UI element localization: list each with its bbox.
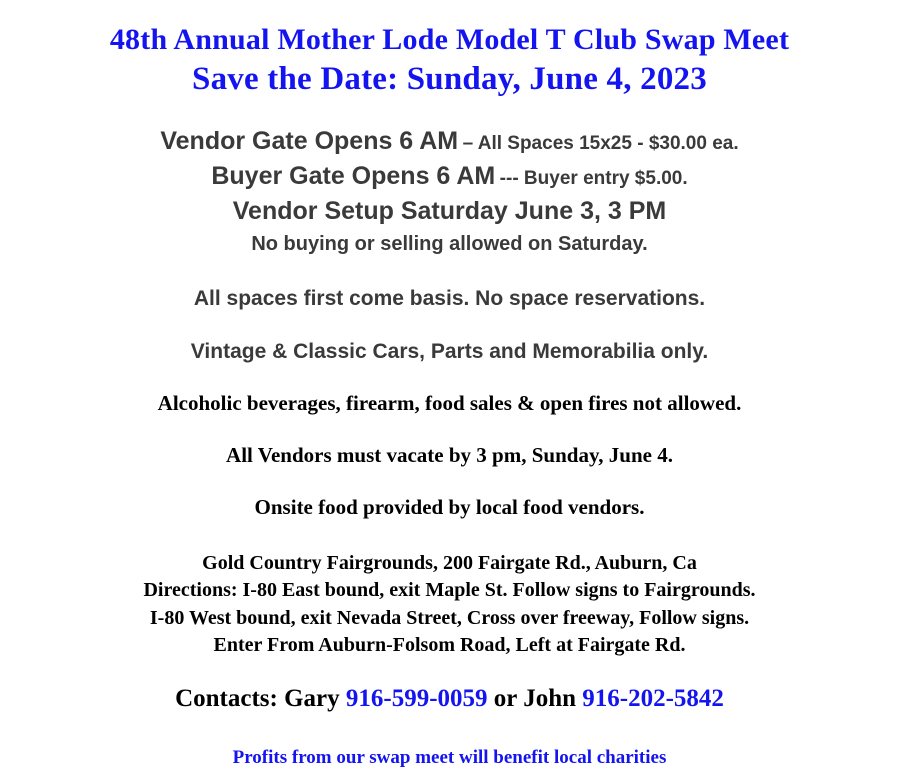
title-block <box>20 22 879 99</box>
directions-eastbound: Directions: I-80 East bound, exit Maple St. Follow signs to Fairgrounds. <box>143 579 756 602</box>
vendor-gate-label: Vendor Gate Opens 6 AM <box>160 126 459 155</box>
address-directions-block <box>20 550 879 659</box>
no-buying-note: No buying or selling allowed on Saturday. <box>251 232 648 255</box>
event-title: 48th Annual Mother Lode Model T Club Swap Meet <box>109 23 790 56</box>
rule-food: Onsite food provided by local food vendors. <box>254 494 645 519</box>
rule-spaces: All spaces first come basis. No space reservations. <box>193 286 706 310</box>
contact-phone-gary[interactable]: 916-599-0059 <box>345 684 488 712</box>
rule-items: Vintage & Classic Cars, Parts and Memorabilia only. <box>190 339 709 363</box>
buyer-gate-line <box>20 160 879 193</box>
contacts-prefix: Contacts: Gary <box>175 684 346 712</box>
contacts-line <box>20 685 879 713</box>
directions-westbound: I-80 West bound, exit Nevada Street, Cross over freeway, Follow signs. <box>149 606 750 629</box>
directions-entrance: Enter From Auburn-Folsom Road, Left at Fairgate Rd. <box>213 634 686 657</box>
event-date-headline: Save the Date: Sunday, June 4, 2023 <box>192 60 707 97</box>
contact-phone-john[interactable]: 916-202-5842 <box>582 684 724 712</box>
vendor-setup-line: Vendor Setup Saturday June 3, 3 PM <box>232 197 667 226</box>
contacts-middle: or John <box>487 684 583 712</box>
buyer-gate-detail: --- Buyer entry $5.00. <box>499 168 688 190</box>
rule-prohibited: Alcoholic beverages, firearm, food sales & open fires not allowed. <box>157 390 742 415</box>
venue-address: Gold Country Fairgrounds, 200 Fairgate Rd., Auburn, Ca <box>202 551 697 574</box>
rule-vacate: All Vendors must vacate by 3 pm, Sunday, June 4. <box>226 442 673 467</box>
charity-note: Profits from our swap meet will benefit local charities <box>232 746 667 768</box>
vendor-gate-line <box>20 125 879 158</box>
gate-info-block <box>20 125 879 258</box>
buyer-gate-label: Buyer Gate Opens 6 AM <box>211 162 496 191</box>
vendor-gate-detail: – All Spaces 15x25 - $30.00 ea. <box>462 132 739 154</box>
